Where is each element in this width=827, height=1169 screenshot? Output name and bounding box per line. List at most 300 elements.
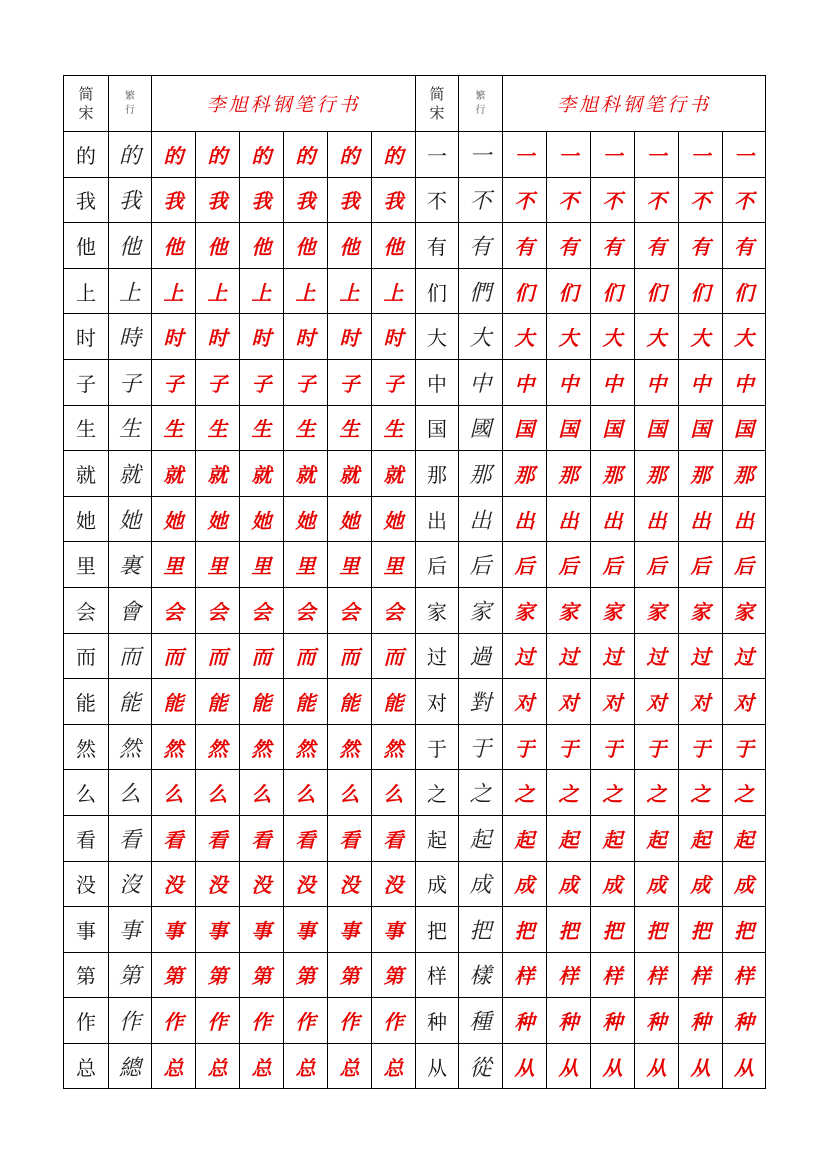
practice-char: 总 <box>328 1043 372 1089</box>
traditional-char: 我 <box>109 177 152 223</box>
simplified-char: 而 <box>64 633 109 679</box>
practice-char: 而 <box>328 633 372 679</box>
practice-row <box>64 132 766 178</box>
practice-char: 第 <box>196 952 240 998</box>
practice-char: 们 <box>679 268 723 314</box>
traditional-char: 就 <box>109 451 152 497</box>
practice-char: 子 <box>284 359 328 405</box>
practice-char: 就 <box>372 451 416 497</box>
traditional-char: 起 <box>459 815 503 861</box>
practice-char: 就 <box>284 451 328 497</box>
practice-char: 事 <box>328 907 372 953</box>
practice-char: 之 <box>547 770 591 816</box>
practice-char: 后 <box>503 542 547 588</box>
practice-char: 过 <box>591 633 635 679</box>
practice-char: 出 <box>547 496 591 542</box>
practice-char: 样 <box>679 952 723 998</box>
traditional-char: 會 <box>109 587 152 633</box>
practice-char: 大 <box>723 314 766 360</box>
practice-char: 上 <box>196 268 240 314</box>
practice-char: 们 <box>591 268 635 314</box>
traditional-char: 大 <box>459 314 503 360</box>
simplified-char: 种 <box>416 998 459 1044</box>
traditional-char: 從 <box>459 1043 503 1089</box>
practice-char: 生 <box>328 405 372 451</box>
practice-char: 有 <box>503 223 547 269</box>
practice-char: 从 <box>723 1043 766 1089</box>
practice-row <box>64 861 766 907</box>
practice-char: 种 <box>547 998 591 1044</box>
practice-char: 生 <box>372 405 416 451</box>
practice-char: 他 <box>328 223 372 269</box>
practice-char: 事 <box>284 907 328 953</box>
practice-char: 么 <box>328 770 372 816</box>
practice-char: 有 <box>547 223 591 269</box>
practice-row <box>64 998 766 1044</box>
practice-char: 起 <box>591 815 635 861</box>
practice-char: 就 <box>240 451 284 497</box>
practice-char: 把 <box>503 907 547 953</box>
practice-char: 对 <box>547 679 591 725</box>
practice-char: 他 <box>372 223 416 269</box>
traditional-char: 然 <box>109 724 152 770</box>
practice-row <box>64 268 766 314</box>
practice-char: 一 <box>503 132 547 178</box>
practice-char: 么 <box>372 770 416 816</box>
simplified-char: 于 <box>416 724 459 770</box>
traditional-char: 事 <box>109 907 152 953</box>
simplified-char: 没 <box>64 861 109 907</box>
practice-row <box>64 177 766 223</box>
practice-char: 她 <box>372 496 416 542</box>
simplified-header-label: 简 宋 <box>78 84 94 122</box>
practice-row <box>64 907 766 953</box>
practice-char: 不 <box>635 177 679 223</box>
practice-char: 有 <box>635 223 679 269</box>
practice-char: 她 <box>328 496 372 542</box>
traditional-char: 能 <box>109 679 152 725</box>
practice-char: 家 <box>635 587 679 633</box>
practice-char: 时 <box>240 314 284 360</box>
simplified-char: 样 <box>416 952 459 998</box>
practice-char: 没 <box>240 861 284 907</box>
practice-char: 们 <box>503 268 547 314</box>
traditional-char: 過 <box>459 633 503 679</box>
simplified-header <box>64 76 109 132</box>
practice-char: 我 <box>196 177 240 223</box>
practice-char: 里 <box>284 542 328 588</box>
practice-char: 子 <box>372 359 416 405</box>
traditional-header-label: 繁 行 <box>125 90 135 116</box>
practice-char: 里 <box>152 542 196 588</box>
practice-char: 中 <box>679 359 723 405</box>
practice-char: 事 <box>152 907 196 953</box>
practice-char: 那 <box>547 451 591 497</box>
simplified-char: 国 <box>416 405 459 451</box>
traditional-header <box>459 76 503 132</box>
practice-char: 而 <box>196 633 240 679</box>
practice-char: 过 <box>635 633 679 679</box>
practice-char: 的 <box>240 132 284 178</box>
practice-char: 后 <box>547 542 591 588</box>
practice-char: 我 <box>152 177 196 223</box>
simplified-char: 事 <box>64 907 109 953</box>
traditional-char: 沒 <box>109 861 152 907</box>
traditional-char: 后 <box>459 542 503 588</box>
font-title: 李旭科钢笔行书 <box>152 76 416 132</box>
simplified-char: 的 <box>64 132 109 178</box>
practice-char: 从 <box>547 1043 591 1089</box>
traditional-char: 而 <box>109 633 152 679</box>
practice-char: 她 <box>284 496 328 542</box>
simplified-char: 对 <box>416 679 459 725</box>
practice-char: 能 <box>328 679 372 725</box>
practice-char: 么 <box>240 770 284 816</box>
practice-char: 作 <box>284 998 328 1044</box>
practice-char: 然 <box>372 724 416 770</box>
practice-char: 出 <box>591 496 635 542</box>
simplified-char: 们 <box>416 268 459 314</box>
practice-char: 国 <box>503 405 547 451</box>
practice-char: 她 <box>196 496 240 542</box>
traditional-char: 中 <box>459 359 503 405</box>
simplified-char: 总 <box>64 1043 109 1089</box>
practice-char: 子 <box>328 359 372 405</box>
practice-char: 没 <box>372 861 416 907</box>
practice-char: 从 <box>635 1043 679 1089</box>
traditional-char: 家 <box>459 587 503 633</box>
simplified-char: 然 <box>64 724 109 770</box>
practice-char: 里 <box>196 542 240 588</box>
traditional-char: 的 <box>109 132 152 178</box>
practice-char: 上 <box>284 268 328 314</box>
practice-char: 于 <box>635 724 679 770</box>
practice-char: 于 <box>503 724 547 770</box>
practice-char: 有 <box>591 223 635 269</box>
practice-char: 起 <box>635 815 679 861</box>
practice-char: 而 <box>372 633 416 679</box>
practice-char: 过 <box>503 633 547 679</box>
practice-char: 对 <box>679 679 723 725</box>
practice-char: 事 <box>372 907 416 953</box>
traditional-char: 有 <box>459 223 503 269</box>
practice-char: 我 <box>240 177 284 223</box>
simplified-char: 出 <box>416 496 459 542</box>
practice-row <box>64 952 766 998</box>
practice-char: 成 <box>547 861 591 907</box>
practice-char: 不 <box>591 177 635 223</box>
practice-char: 总 <box>196 1043 240 1089</box>
traditional-char: 對 <box>459 679 503 725</box>
practice-char: 第 <box>328 952 372 998</box>
simplified-char: 里 <box>64 542 109 588</box>
practice-char: 作 <box>328 998 372 1044</box>
practice-char: 然 <box>284 724 328 770</box>
practice-char: 后 <box>723 542 766 588</box>
practice-row <box>64 405 766 451</box>
simplified-char: 从 <box>416 1043 459 1089</box>
practice-char: 作 <box>372 998 416 1044</box>
practice-char: 过 <box>679 633 723 679</box>
simplified-char: 把 <box>416 907 459 953</box>
simplified-header-label: 简 宋 <box>429 84 445 122</box>
practice-char: 子 <box>196 359 240 405</box>
practice-char: 时 <box>372 314 416 360</box>
practice-char: 看 <box>152 815 196 861</box>
simplified-char: 会 <box>64 587 109 633</box>
simplified-char: 看 <box>64 815 109 861</box>
traditional-char: 那 <box>459 451 503 497</box>
practice-char: 里 <box>372 542 416 588</box>
simplified-char: 有 <box>416 223 459 269</box>
practice-char: 之 <box>723 770 766 816</box>
practice-char: 看 <box>328 815 372 861</box>
practice-char: 过 <box>547 633 591 679</box>
practice-char: 事 <box>240 907 284 953</box>
practice-char: 上 <box>240 268 284 314</box>
simplified-char: 家 <box>416 587 459 633</box>
practice-char: 作 <box>240 998 284 1044</box>
practice-char: 种 <box>635 998 679 1044</box>
practice-char: 他 <box>240 223 284 269</box>
practice-row <box>64 724 766 770</box>
simplified-char: 那 <box>416 451 459 497</box>
practice-char: 把 <box>547 907 591 953</box>
practice-char: 子 <box>240 359 284 405</box>
practice-char: 他 <box>284 223 328 269</box>
simplified-char: 作 <box>64 998 109 1044</box>
practice-char: 国 <box>547 405 591 451</box>
practice-char: 上 <box>328 268 372 314</box>
practice-char: 就 <box>152 451 196 497</box>
header-row <box>64 76 766 132</box>
practice-char: 大 <box>591 314 635 360</box>
practice-char: 他 <box>152 223 196 269</box>
simplified-char: 起 <box>416 815 459 861</box>
traditional-char: 上 <box>109 268 152 314</box>
practice-char: 没 <box>196 861 240 907</box>
practice-char: 里 <box>240 542 284 588</box>
simplified-char: 能 <box>64 679 109 725</box>
practice-char: 过 <box>723 633 766 679</box>
practice-char: 总 <box>372 1043 416 1089</box>
practice-char: 家 <box>591 587 635 633</box>
practice-char: 会 <box>152 587 196 633</box>
traditional-char: 把 <box>459 907 503 953</box>
practice-char: 家 <box>723 587 766 633</box>
practice-char: 会 <box>196 587 240 633</box>
practice-char: 把 <box>635 907 679 953</box>
practice-char: 第 <box>284 952 328 998</box>
practice-char: 中 <box>547 359 591 405</box>
practice-char: 于 <box>679 724 723 770</box>
practice-char: 对 <box>591 679 635 725</box>
simplified-char: 之 <box>416 770 459 816</box>
practice-char: 能 <box>196 679 240 725</box>
practice-char: 出 <box>679 496 723 542</box>
practice-char: 有 <box>679 223 723 269</box>
traditional-char: 一 <box>459 132 503 178</box>
practice-char: 之 <box>679 770 723 816</box>
practice-char: 对 <box>635 679 679 725</box>
practice-char: 没 <box>284 861 328 907</box>
practice-char: 中 <box>503 359 547 405</box>
practice-row <box>64 815 766 861</box>
practice-char: 然 <box>152 724 196 770</box>
traditional-char: 不 <box>459 177 503 223</box>
practice-char: 而 <box>240 633 284 679</box>
practice-char: 看 <box>372 815 416 861</box>
practice-row <box>64 1043 766 1089</box>
practice-char: 们 <box>723 268 766 314</box>
practice-char: 那 <box>679 451 723 497</box>
practice-char: 么 <box>152 770 196 816</box>
practice-char: 之 <box>635 770 679 816</box>
practice-char: 大 <box>679 314 723 360</box>
practice-char: 们 <box>547 268 591 314</box>
practice-char: 那 <box>591 451 635 497</box>
practice-char: 就 <box>196 451 240 497</box>
practice-char: 那 <box>723 451 766 497</box>
practice-char: 于 <box>591 724 635 770</box>
practice-char: 种 <box>679 998 723 1044</box>
practice-char: 于 <box>547 724 591 770</box>
practice-char: 而 <box>152 633 196 679</box>
practice-row <box>64 587 766 633</box>
practice-char: 后 <box>591 542 635 588</box>
practice-row <box>64 679 766 725</box>
simplified-char: 过 <box>416 633 459 679</box>
practice-char: 样 <box>635 952 679 998</box>
practice-char: 种 <box>591 998 635 1044</box>
practice-char: 那 <box>635 451 679 497</box>
practice-char: 把 <box>723 907 766 953</box>
traditional-char: 出 <box>459 496 503 542</box>
practice-char: 会 <box>372 587 416 633</box>
simplified-char: 她 <box>64 496 109 542</box>
practice-row <box>64 314 766 360</box>
practice-char: 从 <box>503 1043 547 1089</box>
practice-char: 家 <box>679 587 723 633</box>
practice-row <box>64 496 766 542</box>
practice-char: 她 <box>152 496 196 542</box>
practice-char: 我 <box>372 177 416 223</box>
practice-char: 一 <box>547 132 591 178</box>
practice-char: 能 <box>152 679 196 725</box>
practice-char: 成 <box>635 861 679 907</box>
practice-char: 生 <box>152 405 196 451</box>
practice-char: 我 <box>284 177 328 223</box>
practice-char: 出 <box>723 496 766 542</box>
simplified-char: 上 <box>64 268 109 314</box>
traditional-char: 之 <box>459 770 503 816</box>
practice-char: 会 <box>240 587 284 633</box>
practice-char: 生 <box>240 405 284 451</box>
practice-char: 能 <box>240 679 284 725</box>
practice-char: 第 <box>372 952 416 998</box>
practice-char: 她 <box>240 496 284 542</box>
traditional-char: 時 <box>109 314 152 360</box>
traditional-char: 種 <box>459 998 503 1044</box>
practice-char: 大 <box>503 314 547 360</box>
practice-char: 成 <box>679 861 723 907</box>
practice-char: 国 <box>635 405 679 451</box>
practice-char: 子 <box>152 359 196 405</box>
practice-char: 然 <box>240 724 284 770</box>
practice-char: 第 <box>240 952 284 998</box>
practice-char: 种 <box>503 998 547 1044</box>
practice-char: 就 <box>328 451 372 497</box>
practice-char: 我 <box>328 177 372 223</box>
practice-char: 大 <box>547 314 591 360</box>
practice-char: 一 <box>723 132 766 178</box>
practice-char: 生 <box>284 405 328 451</box>
traditional-char: 樣 <box>459 952 503 998</box>
practice-char: 的 <box>152 132 196 178</box>
practice-char: 而 <box>284 633 328 679</box>
simplified-char: 子 <box>64 359 109 405</box>
traditional-header-label: 繁 行 <box>475 90 486 116</box>
practice-char: 之 <box>591 770 635 816</box>
traditional-char: 子 <box>109 359 152 405</box>
practice-char: 出 <box>503 496 547 542</box>
practice-char: 起 <box>547 815 591 861</box>
traditional-char: 裏 <box>109 542 152 588</box>
practice-char: 上 <box>152 268 196 314</box>
practice-char: 于 <box>723 724 766 770</box>
practice-char: 第 <box>152 952 196 998</box>
practice-char: 的 <box>328 132 372 178</box>
practice-char: 后 <box>635 542 679 588</box>
simplified-char: 就 <box>64 451 109 497</box>
practice-char: 成 <box>723 861 766 907</box>
practice-char: 样 <box>503 952 547 998</box>
traditional-header <box>109 76 152 132</box>
practice-char: 看 <box>240 815 284 861</box>
practice-char: 家 <box>503 587 547 633</box>
practice-char: 么 <box>196 770 240 816</box>
practice-char: 一 <box>679 132 723 178</box>
practice-char: 大 <box>635 314 679 360</box>
practice-char: 作 <box>196 998 240 1044</box>
practice-char: 总 <box>240 1043 284 1089</box>
practice-char: 从 <box>591 1043 635 1089</box>
traditional-char: 成 <box>459 861 503 907</box>
practice-char: 时 <box>328 314 372 360</box>
practice-char: 国 <box>723 405 766 451</box>
practice-char: 作 <box>152 998 196 1044</box>
practice-char: 起 <box>723 815 766 861</box>
practice-char: 的 <box>372 132 416 178</box>
simplified-char: 时 <box>64 314 109 360</box>
practice-char: 会 <box>328 587 372 633</box>
practice-char: 的 <box>196 132 240 178</box>
traditional-char: 們 <box>459 268 503 314</box>
practice-char: 里 <box>328 542 372 588</box>
practice-char: 上 <box>372 268 416 314</box>
practice-char: 总 <box>152 1043 196 1089</box>
practice-char: 没 <box>152 861 196 907</box>
practice-char: 后 <box>679 542 723 588</box>
practice-char: 没 <box>328 861 372 907</box>
simplified-char: 后 <box>416 542 459 588</box>
font-title: 李旭科钢笔行书 <box>503 76 766 132</box>
traditional-char: 他 <box>109 223 152 269</box>
practice-row <box>64 223 766 269</box>
practice-char: 中 <box>723 359 766 405</box>
practice-char: 然 <box>196 724 240 770</box>
practice-char: 生 <box>196 405 240 451</box>
